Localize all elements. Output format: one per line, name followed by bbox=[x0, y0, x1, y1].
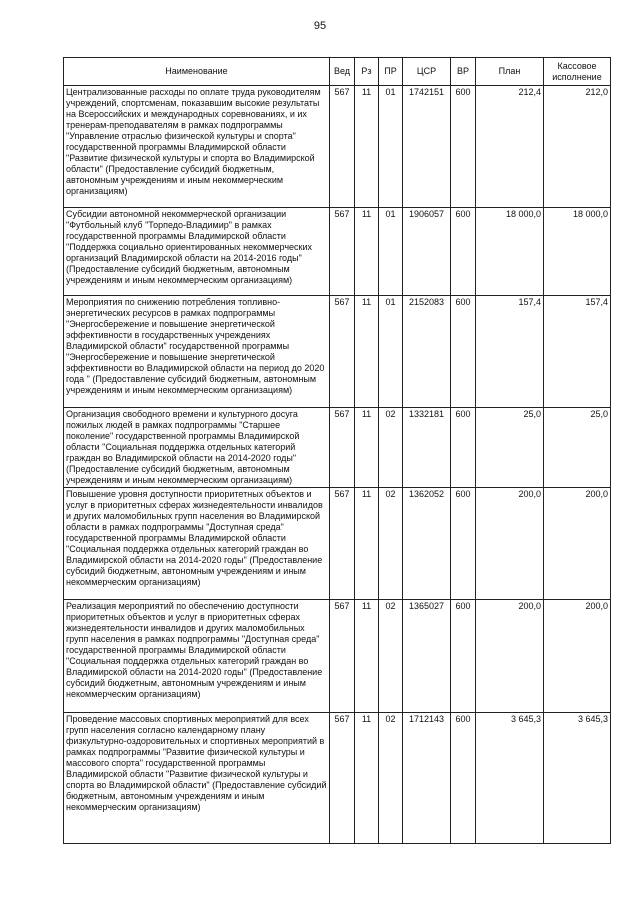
row-kass: 200,0 bbox=[544, 600, 611, 713]
row-ved: 567 bbox=[330, 208, 355, 296]
row-csr: 1362052 bbox=[403, 488, 451, 600]
row-vr: 600 bbox=[451, 208, 476, 296]
header-pr: ПР bbox=[379, 58, 403, 86]
row-plan: 18 000,0 bbox=[476, 208, 544, 296]
table-row bbox=[64, 408, 611, 488]
row-ved: 567 bbox=[330, 488, 355, 600]
row-plan: 157,4 bbox=[476, 296, 544, 408]
row-csr: 1712143 bbox=[403, 713, 451, 844]
row-ved: 567 bbox=[330, 86, 355, 208]
row-plan: 200,0 bbox=[476, 488, 544, 600]
row-name: Проведение массовых спортивных мероприятий для всех групп населения согласно календарному плану физкультурно-оздоровительных и спортивных мероприятий в рамках подпрограммы "Развитие физической культуры и массового спорта" государственной программы Владимирской области "Развитие физической культуры и спорта во Владимирской области" (Предоставление субсидий бюджетным, автономным учреждениям и иным некоммерческим организациям) bbox=[64, 713, 330, 844]
row-pr: 02 bbox=[379, 488, 403, 600]
row-plan: 212,4 bbox=[476, 86, 544, 208]
row-name: Субсидии автономной некоммерческой организации "Футбольный клуб "Торпедо-Владимир" в рамках государственной программы Владимирской области "Поддержка социально ориентированных некоммерческих организаций Владимирской области на 2014-2016 годы" (Предоставление субсидий бюджетным, автономным учреждениям и иным некоммерческим организациям) bbox=[64, 208, 330, 296]
header-rz: Рз bbox=[355, 58, 379, 86]
row-plan: 200,0 bbox=[476, 600, 544, 713]
row-ved: 567 bbox=[330, 296, 355, 408]
row-kass: 25,0 bbox=[544, 408, 611, 488]
row-plan: 3 645,3 bbox=[476, 713, 544, 844]
header-name: Наименование bbox=[64, 58, 330, 86]
row-pr: 02 bbox=[379, 600, 403, 713]
row-ved: 567 bbox=[330, 408, 355, 488]
row-pr: 01 bbox=[379, 208, 403, 296]
row-pr: 02 bbox=[379, 713, 403, 844]
row-vr: 600 bbox=[451, 86, 476, 208]
row-vr: 600 bbox=[451, 600, 476, 713]
row-csr: 1742151 bbox=[403, 86, 451, 208]
row-ved: 567 bbox=[330, 600, 355, 713]
row-vr: 600 bbox=[451, 296, 476, 408]
row-rz: 11 bbox=[355, 488, 379, 600]
table-header-row bbox=[64, 58, 611, 86]
row-rz: 11 bbox=[355, 296, 379, 408]
row-rz: 11 bbox=[355, 713, 379, 844]
header-plan: План bbox=[476, 58, 544, 86]
row-name: Реализация мероприятий по обеспечению доступности приоритетных объектов и услуг в приоритетных сферах жизнедеятельности инвалидов и других маломобильных групп населения в рамках подпрограммы "Доступная среда" государственной программы Владимирской области "Социальная поддержка отдельных категорий граждан во Владимирской области на 2014-2020 годы" (Предоставление субсидий бюджетным, автономным учреждениям и иным некоммерческим организациям) bbox=[64, 600, 330, 713]
row-vr: 600 bbox=[451, 713, 476, 844]
row-csr: 2152083 bbox=[403, 296, 451, 408]
row-ved: 567 bbox=[330, 713, 355, 844]
table-row bbox=[64, 208, 611, 296]
row-rz: 11 bbox=[355, 208, 379, 296]
row-kass: 157,4 bbox=[544, 296, 611, 408]
row-vr: 600 bbox=[451, 408, 476, 488]
row-pr: 02 bbox=[379, 408, 403, 488]
page-number: 95 bbox=[313, 20, 327, 32]
row-vr: 600 bbox=[451, 488, 476, 600]
row-kass: 18 000,0 bbox=[544, 208, 611, 296]
table-row bbox=[64, 600, 611, 713]
row-kass: 212,0 bbox=[544, 86, 611, 208]
header-kass: Кассовое исполнение bbox=[544, 58, 611, 86]
row-pr: 01 bbox=[379, 296, 403, 408]
budget-table bbox=[63, 57, 611, 844]
row-rz: 11 bbox=[355, 600, 379, 713]
header-vr: ВР bbox=[451, 58, 476, 86]
header-csr: ЦСР bbox=[403, 58, 451, 86]
row-name: Повышение уровня доступности приоритетных объектов и услуг в приоритетных сферах жизнедеятельности инвалидов и других маломобильных групп населения во Владимирской области в рамках подпрограммы "Доступная среда" государственной программы Владимирской области "Социальная поддержка отдельных категорий граждан во Владимирской области на 2014-2020 годы" (Предоставление субсидий бюджетным, автономным учреждениям и иным некоммерческим организациям) bbox=[64, 488, 330, 600]
row-kass: 3 645,3 bbox=[544, 713, 611, 844]
table-row bbox=[64, 488, 611, 600]
row-plan: 25,0 bbox=[476, 408, 544, 488]
table-row bbox=[64, 296, 611, 408]
header-ved: Вед bbox=[330, 58, 355, 86]
row-rz: 11 bbox=[355, 408, 379, 488]
row-pr: 01 bbox=[379, 86, 403, 208]
row-name: Централизованные расходы по оплате труда руководителям учреждений, спортсменам, показавшим высокие результаты на Всероссийских и международных соревнованиях, и их тренерам-преподавателям в рамках подпрограммы "Управление отраслью физической культуры и спорта" государственной программы Владимирской области "Развитие физической культуры и спорта во Владимирской области" (Предоставление субсидий бюджетным, автономным учреждениям и иным некоммерческим организациям) bbox=[64, 86, 330, 208]
row-csr: 1365027 bbox=[403, 600, 451, 713]
row-kass: 200,0 bbox=[544, 488, 611, 600]
row-csr: 1906057 bbox=[403, 208, 451, 296]
row-csr: 1332181 bbox=[403, 408, 451, 488]
row-rz: 11 bbox=[355, 86, 379, 208]
row-name: Мероприятия по снижению потребления топливно-энергетических ресурсов в рамках подпрограммы "Энергосбережение и повышение энергетической эффективности в государственных учреждениях Владимирской области" государственной программы "Энергосбережение и повышение энергетической эффективности во Владимирской области на период до 2020 года " (Предоставление субсидий бюджетным, автономным учреждениям и иным некоммерческим организациям) bbox=[64, 296, 330, 408]
table-row bbox=[64, 713, 611, 844]
table-row bbox=[64, 86, 611, 208]
row-name: Организация свободного времени и культурного досуга пожилых людей в рамках подпрограммы "Старшее поколение" государственной программы Владимирской области "Социальная поддержка отдельных категорий граждан во Владимирской области на 2014-2020 годы" (Предоставление субсидий бюджетным, автономным учреждениям и иным некоммерческим организациям) bbox=[64, 408, 330, 488]
